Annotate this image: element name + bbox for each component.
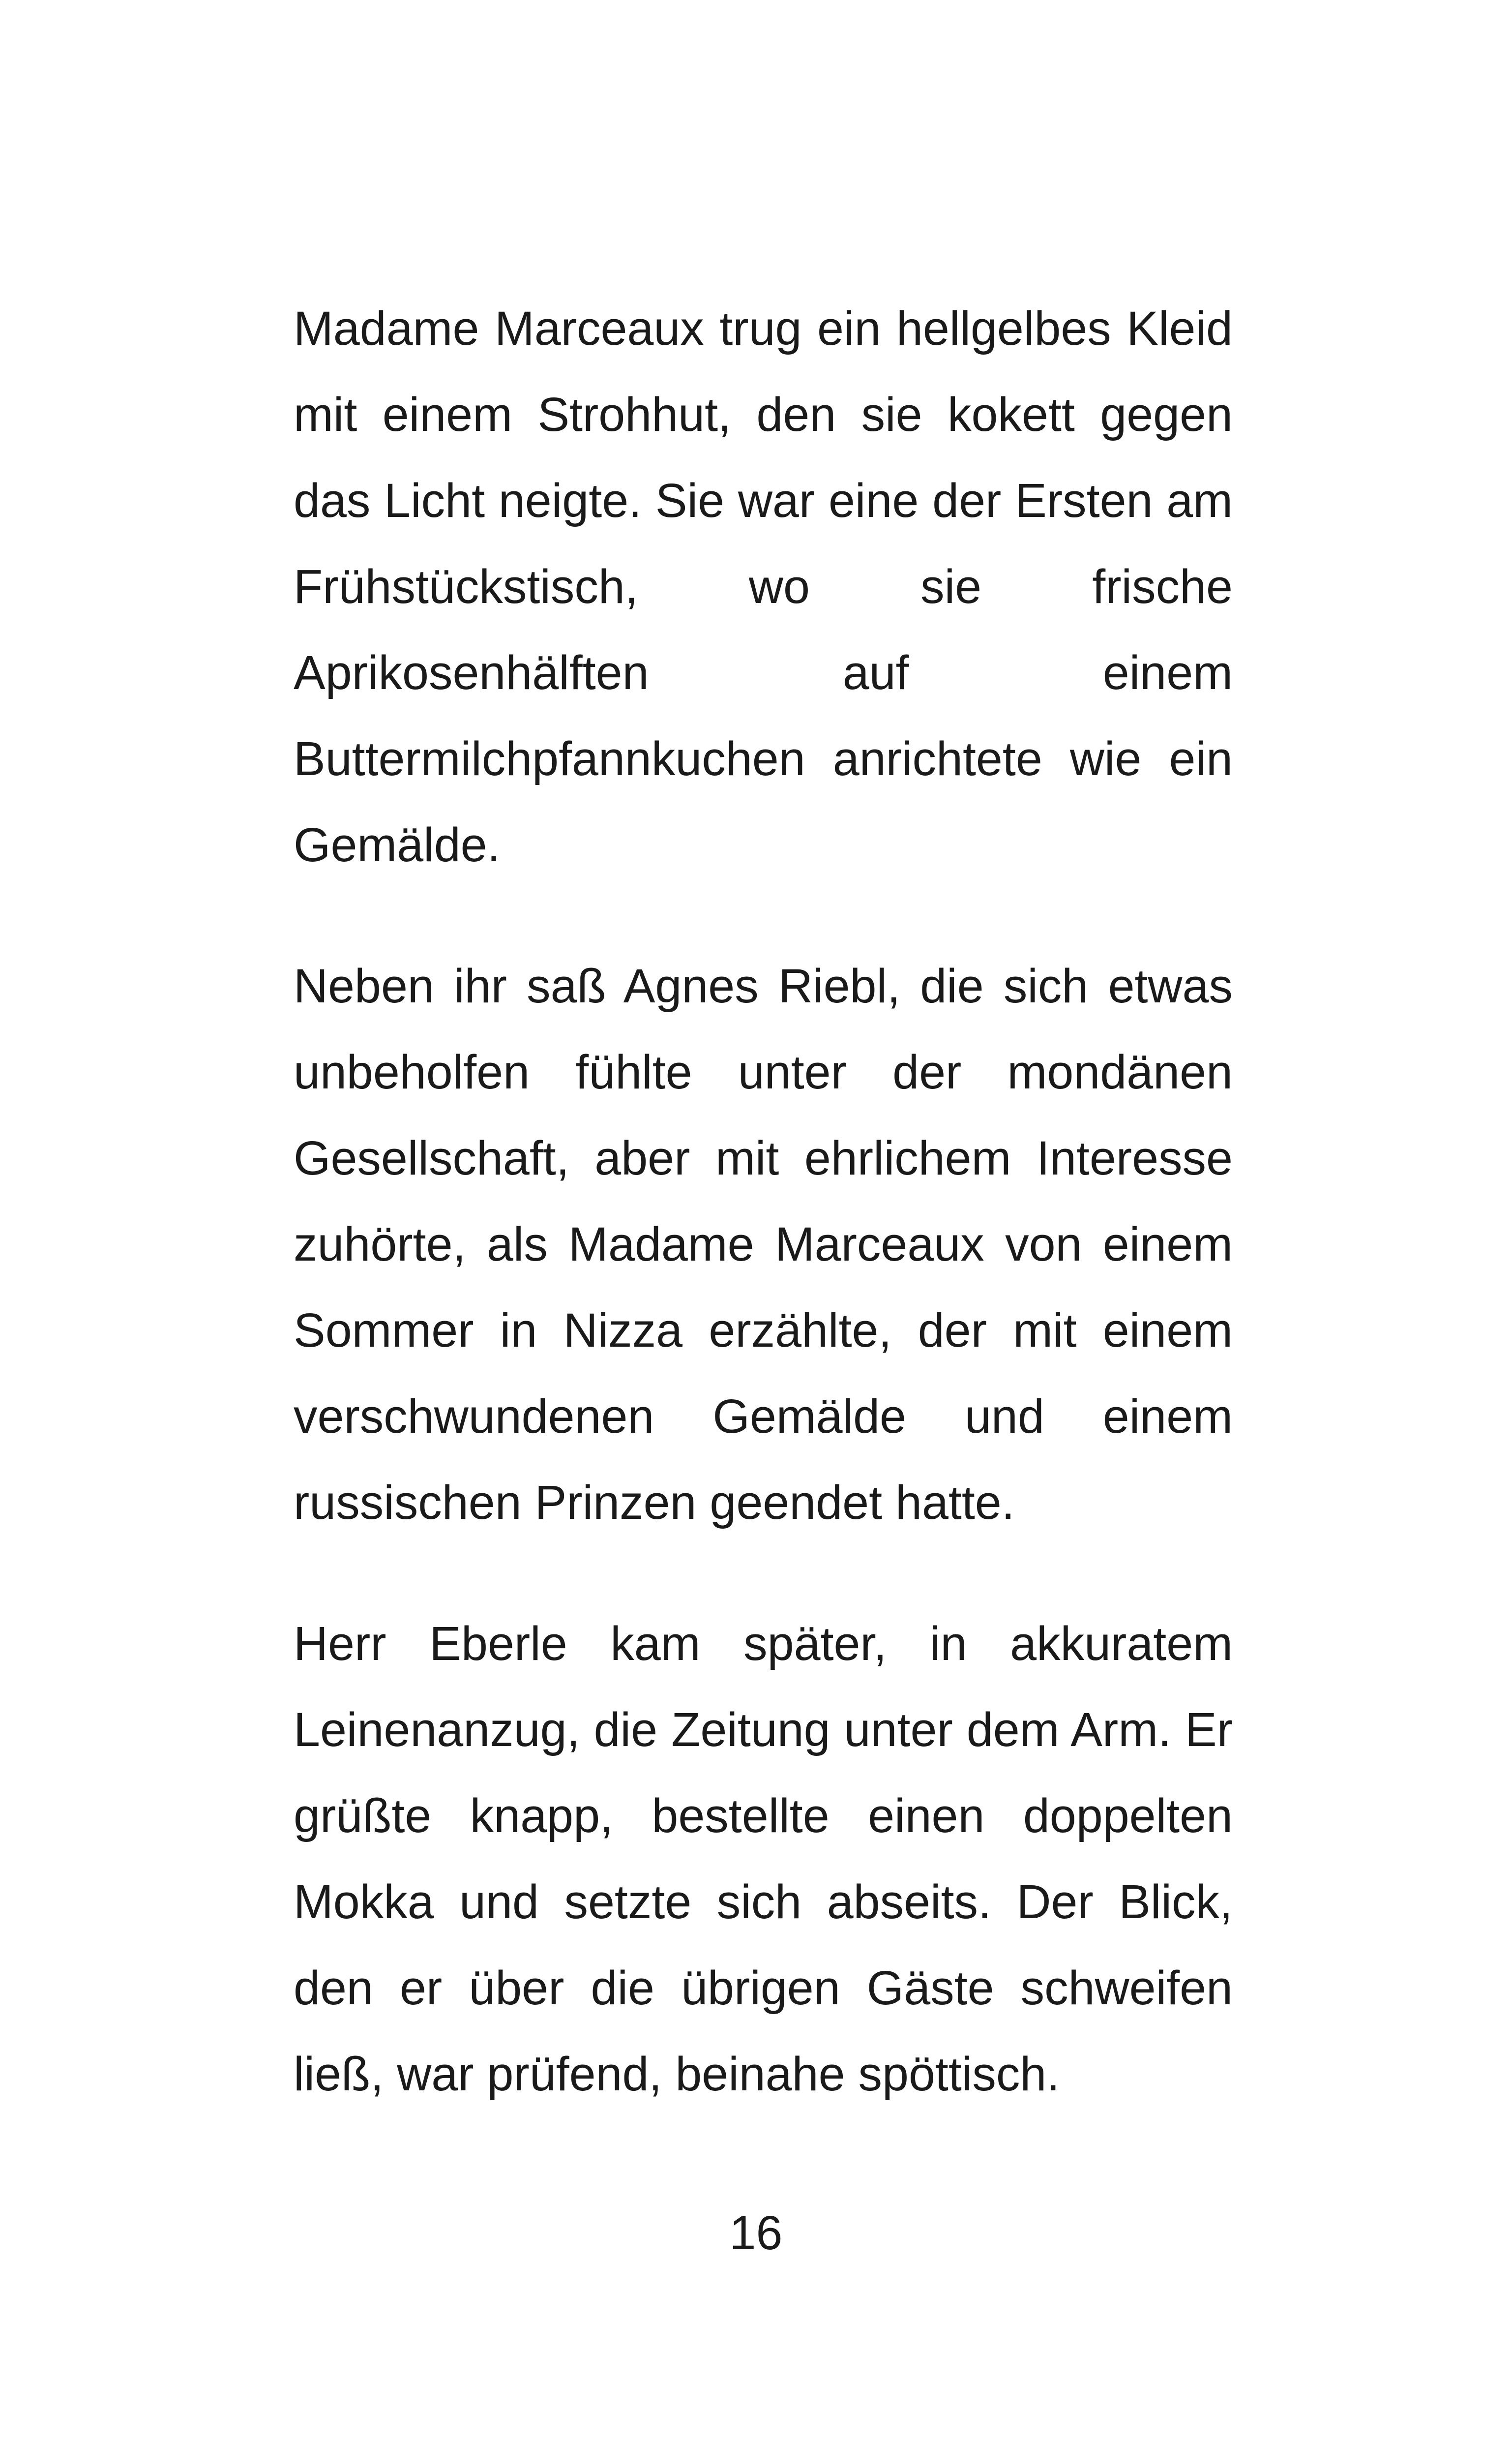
body-text <box>294 285 1233 2117</box>
paragraph-2: Neben ihr saß Agnes Riebl, die sich etwas unbeholfen fühlte unter der mondänen Gesellschaft, aber mit ehrlichem Interesse zuhörte, als Madame Marceaux von einem Sommer in Nizza erzählte, der mit einem verschwundenen Gemälde und einem russischen Prinzen geendet hatte. <box>294 959 1233 1529</box>
page-number: 16 <box>729 2206 783 2260</box>
paragraph-3: Herr Eberle kam später, in akkuratem Leinenanzug, die Zeitung unter dem Arm. Er grüßte knapp, bestellte einen doppelten Mokka und setzte sich abseits. Der Blick, den er über die übrigen Gäste schweifen ließ, war prüfend, beinahe spöttisch. <box>294 1617 1233 2101</box>
paragraph-1: Madame Marceaux trug ein hellgelbes Kleid mit einem Strohhut, den sie kokett gegen das Licht neigte. Sie war eine der Ersten am Frühstückstisch, wo sie frische Aprikosenhälften auf einem Buttermilchpfannkuchen anrichtete wie ein Gemälde. <box>294 302 1233 872</box>
